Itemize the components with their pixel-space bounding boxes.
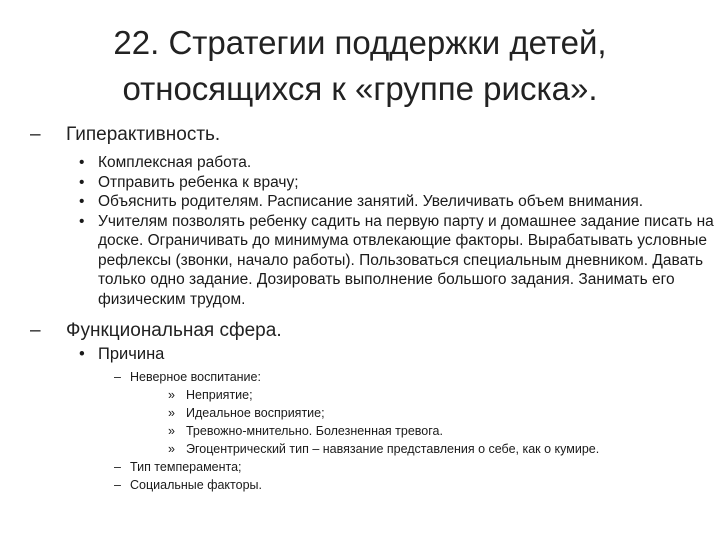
sub-marker: » (168, 406, 175, 420)
cause-label: Причина (98, 345, 165, 363)
hyperactivity-list (76, 153, 716, 309)
section-heading: Функциональная сфера. (66, 320, 282, 341)
list-item (76, 173, 716, 193)
list-item-text: Объяснить родителям. Расписание занятий. Увеличивать объем внимания. (98, 193, 644, 210)
cause-item (114, 458, 599, 476)
dash-marker: – (114, 460, 121, 474)
cause-item-text: Тип темперамента; (130, 460, 242, 474)
bullet-marker: • (79, 173, 85, 191)
sub-marker: » (168, 442, 175, 456)
cause-item (114, 476, 599, 494)
list-item-text: Комплексная работа. (98, 154, 252, 171)
sub-item-text: Идеальное восприятие; (186, 406, 325, 420)
sub-item-text: Эгоцентрический тип – навязание представления о себе, как о кумире. (186, 442, 600, 456)
list-item-text: Отправить ребенка к врачу; (98, 173, 299, 191)
sub-item (130, 422, 599, 440)
dash-marker: – (30, 124, 41, 145)
section-heading: Гиперактивность. (66, 124, 221, 145)
cause-item (114, 368, 599, 458)
upbringing-sublist (130, 386, 599, 458)
sub-item-text: Тревожно-мнительно. Болезненная тревога. (186, 424, 443, 438)
list-item (76, 153, 716, 173)
dash-marker: – (30, 320, 41, 341)
bullet-marker: • (79, 212, 85, 230)
sub-item-text: Неприятие; (186, 388, 253, 402)
cause-item-text: Неверное воспитание: (130, 370, 261, 384)
sub-item (130, 440, 599, 458)
bullet-marker: • (79, 154, 85, 171)
list-item (76, 192, 716, 212)
slide-title (60, 20, 660, 112)
bullet-marker: • (79, 345, 85, 363)
list-item-text: Учителям позволять ребенку садить на первую парту и домашнее задание писать на доске. Ограничивать до минимума отвлекающие факторы. Вырабатывать условные рефлексы (звонки, начало работы). Пользоваться специальным дневником. Давать только одно задание. Дозировать выполнение большого задания. Занимать его физическим трудом. (98, 212, 714, 308)
title-line-1: 22. Стратегии поддержки детей, (113, 24, 607, 61)
causes-list (114, 368, 599, 494)
dash-marker: – (114, 370, 121, 384)
bullet-marker: • (79, 193, 85, 210)
cause-item-text: Социальные факторы. (130, 478, 262, 492)
list-item (76, 212, 716, 310)
sub-marker: » (168, 424, 175, 438)
title-line-2: относящихся к «группе риска». (122, 70, 598, 107)
sub-item (130, 404, 599, 422)
dash-marker: – (114, 478, 121, 492)
sub-marker: » (168, 388, 175, 402)
sub-item (130, 386, 599, 404)
